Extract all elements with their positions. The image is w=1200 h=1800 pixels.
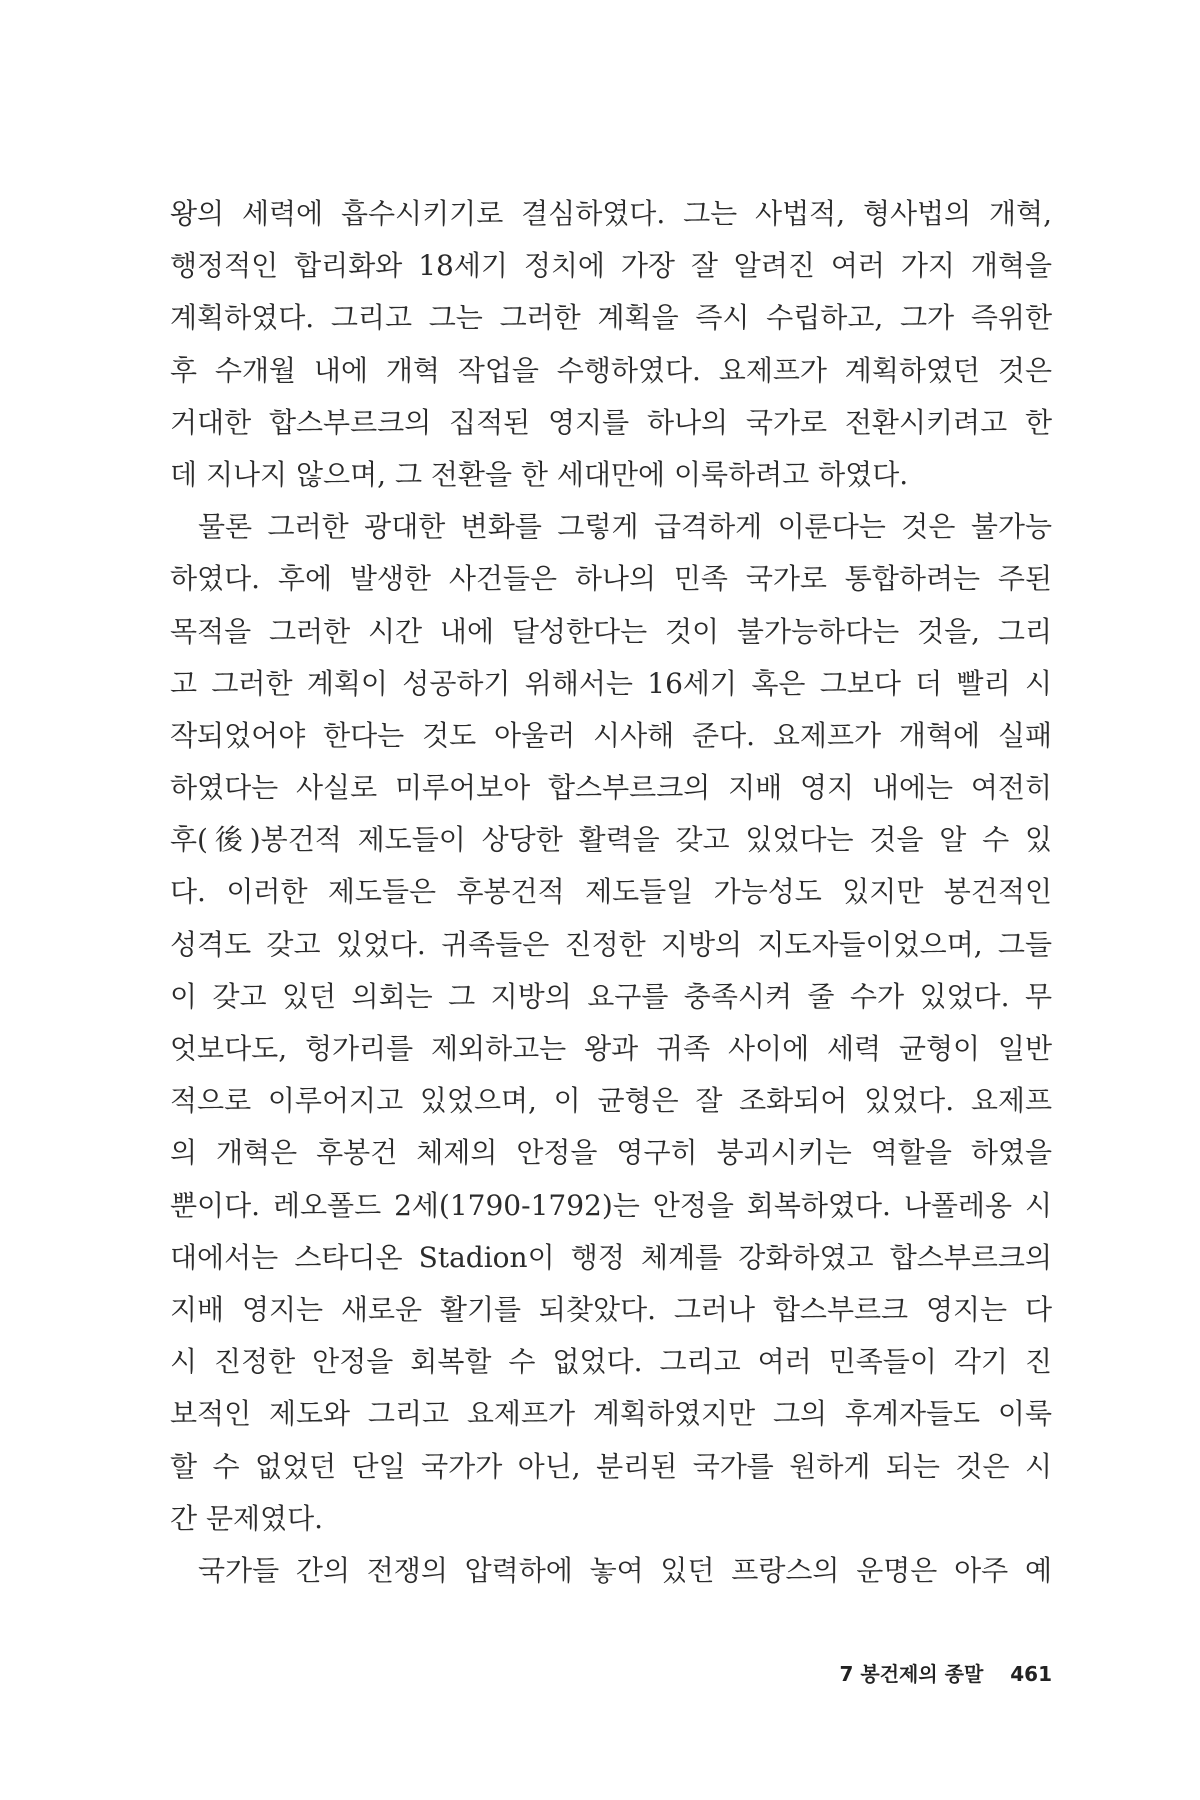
page-footer (840, 1658, 1052, 1687)
text-line: 이 갖고 있던 의회는 그 지방의 요구를 충족시켜 줄 수가 있었다. 무 (170, 979, 1052, 1013)
text-line: 성격도 갖고 있었다. 귀족들은 진정한 지방의 지도자들이었으며, 그들 (170, 927, 1052, 961)
text-line: 고 그러한 계획이 성공하기 위해서는 16세기 혹은 그보다 더 빨리 시 (170, 666, 1052, 700)
text-line: 뿐이다. 레오폴드 2세(1790-1792)는 안정을 회복하였다. 나폴레옹 시 (170, 1188, 1052, 1222)
text-line: 작되었어야 한다는 것도 아울러 시사해 준다. 요제프가 개혁에 실패 (170, 718, 1052, 752)
text-line: 행정적인 합리화와 18세기 정치에 가장 잘 알려진 여러 가지 개혁을 (170, 249, 1052, 283)
text-line: 엇보다도, 헝가리를 제외하고는 왕과 귀족 사이에 세력 균형이 일반 (170, 1032, 1052, 1065)
text-line: 목적을 그러한 시간 내에 달성한다는 것이 불가능하다는 것을, 그리 (170, 614, 1052, 648)
paragraph-start-line: 국가들 간의 전쟁의 압력하에 놓여 있던 프랑스의 운명은 아주 예 (198, 1553, 1052, 1587)
text-line: 간 문제였다. (170, 1501, 324, 1535)
page-number: 461 (1010, 1662, 1052, 1686)
text-line: 거대한 합스부르크의 집적된 영지를 하나의 국가로 전환시키려고 한 (170, 405, 1052, 439)
text-line: 다. 이러한 제도들은 후봉건적 제도들일 가능성도 있지만 봉건적인 (170, 875, 1052, 909)
text-line: 후(後)봉건적 제도들이 상당한 활력을 갖고 있었다는 것을 알 수 있 (170, 823, 1052, 857)
text-line: 시 진정한 안정을 회복할 수 없었다. 그리고 여러 민족들이 각기 진 (170, 1345, 1052, 1379)
text-line: 하였다. 후에 발생한 사건들은 하나의 민족 국가로 통합하려는 주된 (170, 562, 1052, 596)
text-line: 대에서는 스타디온 Stadion이 행정 체계를 강화하였고 합스부르크의 (170, 1240, 1052, 1274)
paragraph-start-line: 물론 그러한 광대한 변화를 그렇게 급격하게 이룬다는 것은 불가능 (198, 510, 1052, 544)
body-text (170, 188, 1052, 1597)
text-line: 데 지나지 않으며, 그 전환을 한 세대만에 이룩하려고 하였다. (170, 457, 909, 491)
text-line: 할 수 없었던 단일 국가가 아닌, 분리된 국가를 원하게 되는 것은 시 (170, 1449, 1052, 1483)
running-footer-chapter-title: 7 봉건제의 종말 (839, 1662, 984, 1686)
text-line: 보적인 제도와 그리고 요제프가 계획하였지만 그의 후계자들도 이룩 (170, 1397, 1052, 1431)
text-line: 후 수개월 내에 개혁 작업을 수행하였다. 요제프가 계획하였던 것은 (170, 353, 1052, 387)
text-line: 계획하였다. 그리고 그는 그러한 계획을 즉시 수립하고, 그가 즉위한 (170, 301, 1052, 335)
text-line: 하였다는 사실로 미루어보아 합스부르크의 지배 영지 내에는 여전히 (170, 771, 1052, 805)
text-line: 적으로 이루어지고 있었으며, 이 균형은 잘 조화되어 있었다. 요제프 (170, 1084, 1052, 1118)
text-line: 지배 영지는 새로운 활기를 되찾았다. 그러나 합스부르크 영지는 다 (170, 1292, 1052, 1326)
text-line: 의 개혁은 후봉건 체제의 안정을 영구히 붕괴시키는 역할을 하였을 (170, 1136, 1052, 1170)
text-line: 왕의 세력에 흡수시키기로 결심하였다. 그는 사법적, 형사법의 개혁, (170, 197, 1052, 230)
